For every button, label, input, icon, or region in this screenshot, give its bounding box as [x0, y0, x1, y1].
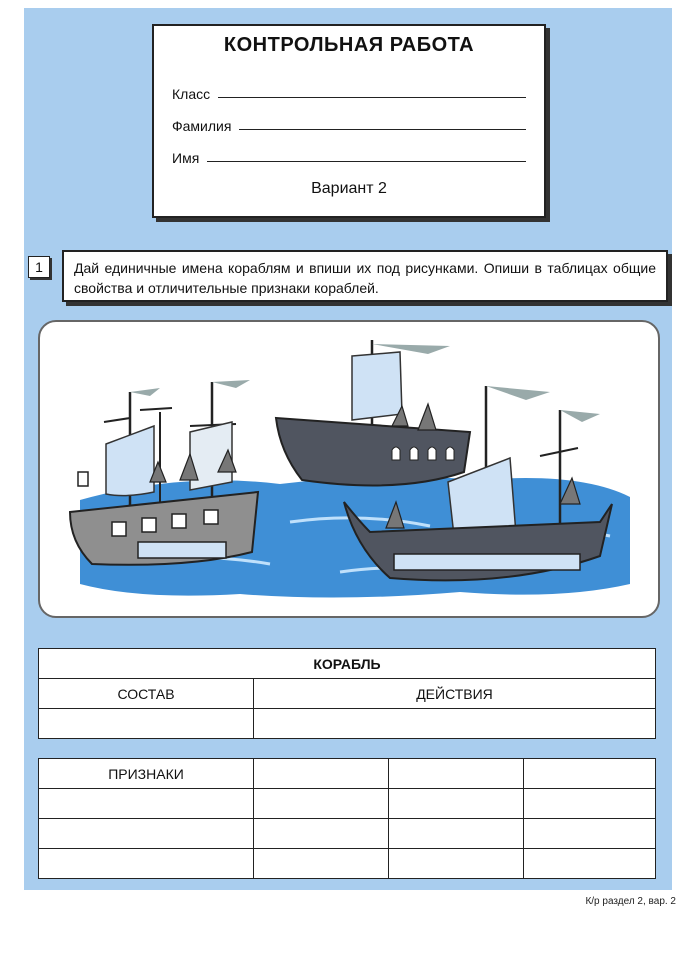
surname-field — [172, 112, 526, 134]
dark-ship — [276, 340, 470, 485]
page-footer: К/р раздел 2, вар. 2 — [585, 896, 676, 907]
features-cell[interactable] — [524, 759, 656, 789]
features-cell[interactable] — [39, 849, 254, 879]
actions-cell[interactable] — [254, 709, 656, 739]
composition-cell[interactable] — [39, 709, 254, 739]
ship-table-title: КОРАБЛЬ — [39, 649, 656, 679]
features-cell[interactable] — [39, 819, 254, 849]
task-number: 1 — [28, 256, 50, 278]
features-cell[interactable] — [254, 789, 389, 819]
ship-table — [38, 648, 656, 739]
features-table — [38, 758, 656, 879]
surname-label: Фамилия — [172, 118, 232, 134]
features-cell[interactable] — [524, 849, 656, 879]
features-cell[interactable] — [254, 849, 389, 879]
features-cell[interactable] — [389, 849, 524, 879]
features-cell[interactable] — [254, 759, 389, 789]
actions-header: ДЕЙСТВИЯ — [254, 679, 656, 709]
ships-illustration — [38, 320, 660, 618]
name-label: Имя — [172, 150, 200, 166]
composition-header: СОСТАВ — [39, 679, 254, 709]
task-instruction: Дай единичные имена кораблям и впиши их под рисунками. Опиши в таблицах общие свойства и отличительные признаки кораблей. — [62, 250, 668, 302]
variant-label: Вариант 2 — [311, 180, 387, 197]
features-cell[interactable] — [389, 789, 524, 819]
class-input-line[interactable] — [218, 97, 526, 98]
name-field — [172, 144, 526, 166]
features-cell[interactable] — [389, 759, 524, 789]
surname-input-line[interactable] — [239, 129, 526, 130]
ships-drawing — [40, 322, 658, 616]
features-cell[interactable] — [524, 819, 656, 849]
features-cell[interactable] — [39, 789, 254, 819]
class-field — [172, 80, 526, 102]
page-title: КОНТРОЛЬНАЯ РАБОТА — [223, 34, 475, 56]
class-label: Класс — [172, 86, 211, 102]
features-cell[interactable] — [254, 819, 389, 849]
header-card — [152, 24, 546, 218]
features-cell[interactable] — [524, 789, 656, 819]
features-cell[interactable] — [389, 819, 524, 849]
features-header: ПРИЗНАКИ — [39, 759, 254, 789]
gray-ship — [70, 380, 258, 565]
name-input-line[interactable] — [207, 161, 526, 162]
